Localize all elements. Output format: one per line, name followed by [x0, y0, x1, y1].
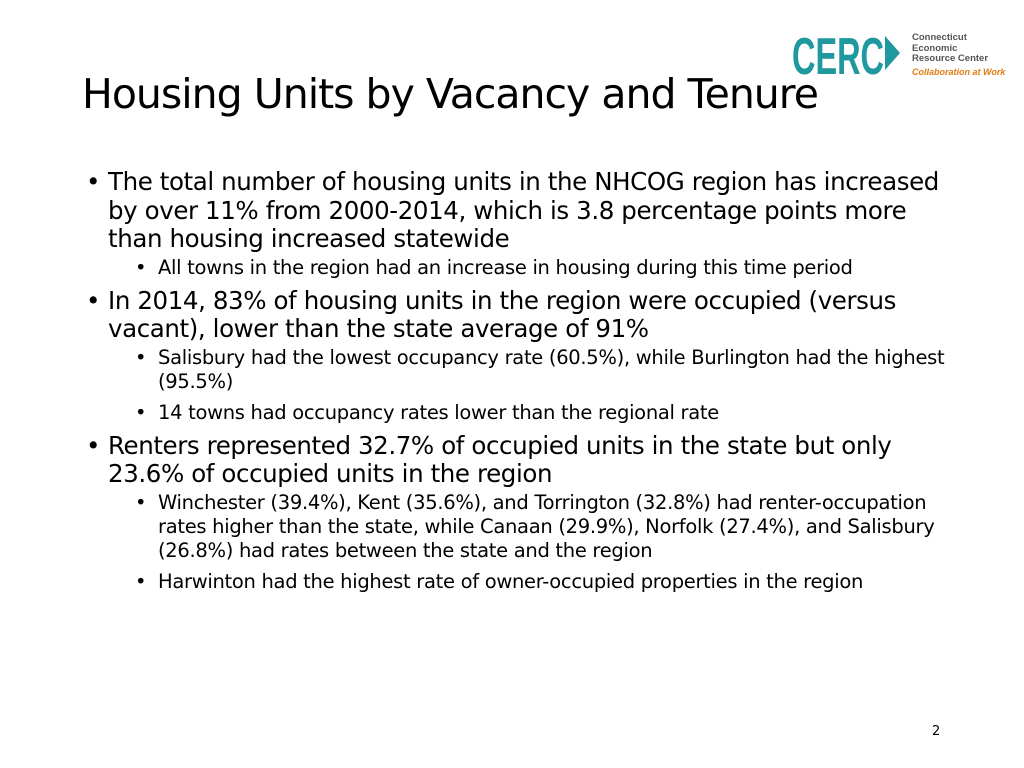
- logo-tagline: Collaboration at Work: [912, 66, 1006, 77]
- bullet-dot-icon: •: [86, 167, 101, 196]
- page-number: 2: [932, 724, 941, 739]
- sub-bullet-item: [108, 346, 954, 394]
- sub-bullet-list: [108, 491, 954, 594]
- sub-bullet-text: 14 towns had occupancy rates lower than the regional rate: [158, 400, 719, 424]
- sub-bullet-item: [108, 570, 954, 594]
- bullet-list: [84, 168, 954, 594]
- slide-title: Housing Units by Vacancy and Tenure: [82, 70, 818, 118]
- sub-bullet-list: [108, 346, 954, 425]
- bullet-dot-icon: •: [135, 255, 147, 279]
- cerc-logo-mark: [792, 28, 902, 82]
- cerc-logo: [792, 26, 1014, 90]
- cerc-logo-letters: CERC: [792, 28, 884, 82]
- bullet-item: [84, 432, 954, 594]
- logo-line-1: Connecticut: [912, 32, 967, 43]
- slide-body: [84, 168, 954, 601]
- logo-line-3: Resource Center: [912, 53, 989, 64]
- sub-bullet-text: All towns in the region had an increase in housing during this time period: [158, 255, 853, 279]
- bullet-dot-icon: •: [86, 430, 101, 460]
- sub-bullet-text: Harwinton had the highest rate of owner-occupied properties in the region: [158, 569, 864, 593]
- sub-bullet-text: Winchester (39.4%), Kent (35.6%), and Torrington (32.8%) had renter-occupation rates higher than the state, while Canaan (29.9%), Norfolk (27.4%), and Salisbury (26.8%) had rates between the state and the region: [158, 490, 935, 562]
- sub-bullet-item: [108, 401, 954, 425]
- sub-bullet-text: Salisbury had the lowest occupancy rate (60.5%), while Burlington had the highest (95.5%): [158, 345, 945, 393]
- bullet-item: [84, 287, 954, 425]
- bullet-dot-icon: •: [135, 569, 147, 593]
- bullet-dot-icon: •: [135, 345, 147, 369]
- bullet-text: The total number of housing units in the NHCOG region has increased by over 11% from 2000-2014, which is 3.8 percentage points more than housing increased statewide: [108, 167, 939, 253]
- sub-bullet-item: [108, 256, 954, 280]
- bullet-item: [84, 168, 954, 280]
- sub-bullet-list: [108, 256, 954, 280]
- bullet-dot-icon: •: [135, 490, 147, 514]
- cerc-logo-text: [912, 33, 1005, 77]
- bullet-dot-icon: •: [135, 400, 147, 424]
- sub-bullet-item: [108, 491, 954, 563]
- logo-line-2: Economic: [912, 42, 958, 54]
- bullet-text: Renters represented 32.7% of occupied units in the state but only 23.6% of occupied units in the region: [108, 430, 892, 488]
- bullet-text: In 2014, 83% of housing units in the region were occupied (versus vacant), lower than the state average of 91%: [108, 285, 897, 343]
- bullet-dot-icon: •: [86, 285, 101, 315]
